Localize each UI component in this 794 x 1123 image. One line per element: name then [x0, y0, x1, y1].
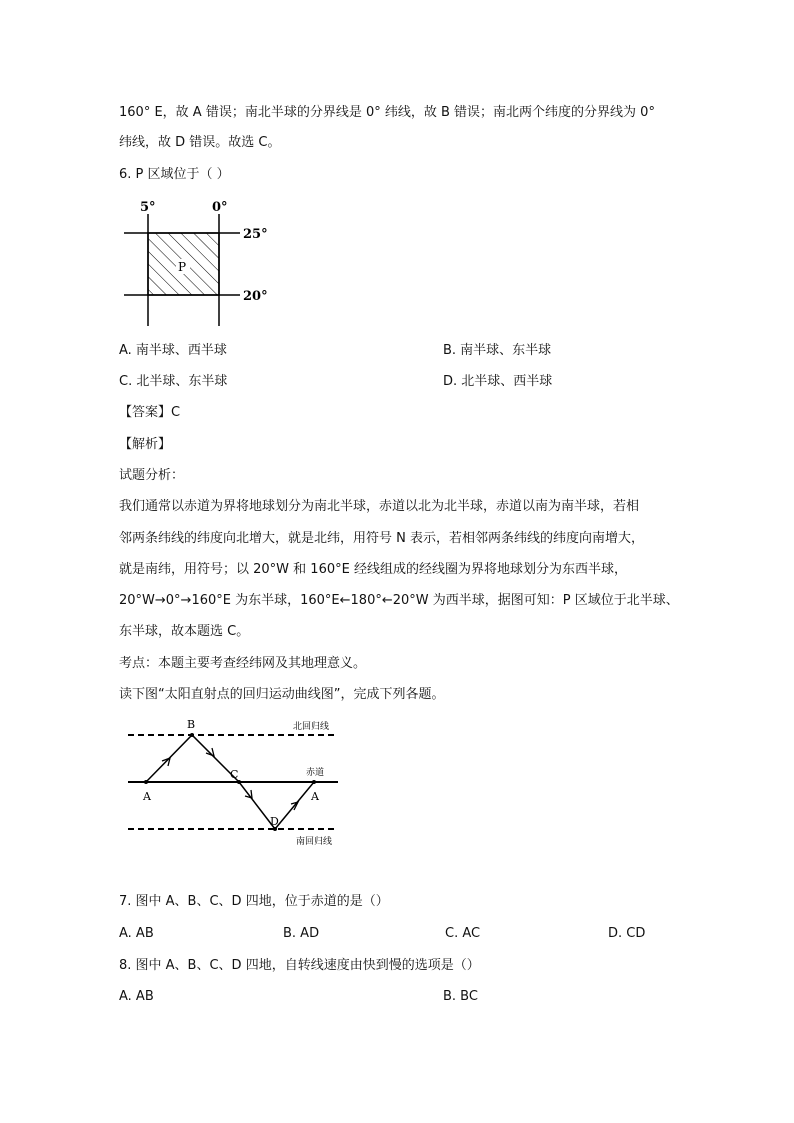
- q6-analysis-label: 试题分析：: [119, 468, 185, 483]
- q6-analysis-line-4: 20°W→0°→160°E 为东半球，160°E←180°←20°W 为西半球，据图可知：P 区域位于北半球、: [119, 593, 679, 608]
- q6-grid-diagram: [118, 196, 278, 328]
- q7-stem: 7. 图中 A、B、C、D 四地，位于赤道的是（）: [119, 894, 389, 909]
- label-point-a-left: A: [143, 790, 151, 803]
- q6-answer: 【答案】C: [119, 405, 181, 420]
- label-point-c: C: [230, 768, 239, 781]
- label-lat-bottom: 20°: [243, 289, 268, 304]
- q6-kaodian: 考点：本题主要考查经纬网及其地理意义。: [119, 656, 367, 671]
- q6-option-a: A. 南半球、西半球: [119, 343, 227, 358]
- sun-direct-point-diagram: [118, 712, 348, 857]
- q6-analysis-line-1: 我们通常以赤道为界将地球划分为南北半球，赤道以北为北半球，赤道以南为南半球，若相: [119, 499, 640, 514]
- q7-option-b: B. AD: [283, 926, 320, 941]
- point-b: [190, 733, 194, 737]
- q6-option-d: D. 北半球、西半球: [443, 374, 553, 389]
- label-north-tropic: 北回归线: [293, 722, 330, 732]
- label-point-b: B: [187, 718, 196, 731]
- label-point-d: D: [270, 815, 279, 828]
- q6-analysis-line-2: 邻两条纬线的纬度向北增大，就是北纬，用符号 N 表示，若相邻两条纬线的纬度向南增大，: [119, 531, 644, 546]
- q6-stem: 6. P 区域位于（ ）: [119, 167, 230, 182]
- intro-line-1: 160° E，故 A 错误；南北半球的分界线是 0° 纬线，故 B 错误；南北两个纬度的分界线为 0°: [119, 105, 655, 120]
- q6-analysis-heading: 【解析】: [119, 437, 172, 452]
- label-equator: 赤道: [306, 768, 325, 778]
- label-point-a-right: A: [311, 790, 319, 803]
- q7-option-c: C. AC: [445, 926, 481, 941]
- q6-option-b: B. 南半球、东半球: [443, 343, 552, 358]
- point-a-left: [144, 780, 148, 784]
- q8-stem: 8. 图中 A、B、C、D 四地，自转线速度由快到慢的选项是（）: [119, 958, 480, 973]
- q6-analysis-line-3: 就是南纬，用符号；以 20°W 和 160°E 经线组成的经线圈为界将地球划分为东西半球，: [119, 562, 627, 577]
- label-region-p: P: [178, 260, 187, 274]
- q6-option-c: C. 北半球、东半球: [119, 374, 228, 389]
- label-south-tropic: 南回归线: [296, 837, 333, 847]
- label-lat-top: 25°: [243, 227, 268, 242]
- label-lon-left: 5°: [140, 200, 156, 215]
- point-a-right: [312, 780, 316, 784]
- q7-option-d: D. CD: [608, 926, 646, 941]
- reading-intro: 读下图“太阳直射点的回归运动曲线图”，完成下列各题。: [119, 687, 445, 702]
- label-lon-right: 0°: [212, 200, 228, 215]
- q7-option-a: A. AB: [119, 926, 154, 941]
- q8-option-a: A. AB: [119, 989, 154, 1004]
- q6-analysis-line-5: 东半球，故本题选 C。: [119, 624, 250, 639]
- q8-option-b: B. BC: [443, 989, 478, 1004]
- intro-line-2: 纬线，故 D 错误。故选 C。: [119, 135, 281, 150]
